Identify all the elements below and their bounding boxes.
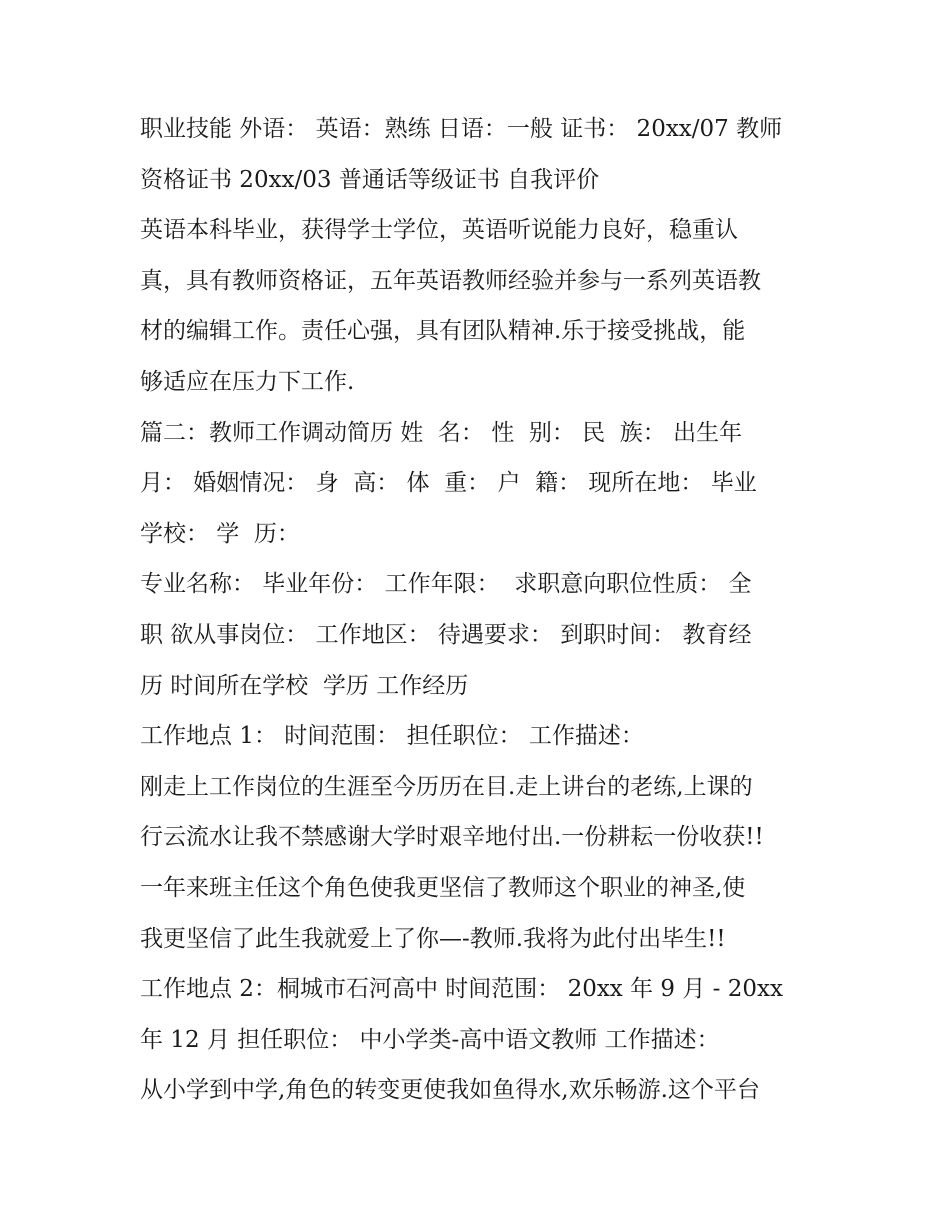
document-body	[140, 104, 820, 1116]
text-line: 工作地点 2：桐城市石河高中 时间范围： 20xx 年 9 月 - 20xx	[140, 976, 783, 1003]
text-line: 职 欲从事岗位： 工作地区： 待遇要求： 到职时间： 教育经	[140, 621, 752, 648]
text-line: 刚走上工作岗位的生涯至今历历在目.走上讲台的老练,上课的	[140, 773, 753, 800]
text-line: 我更坚信了此生我就爱上了你—-教师.我将为此付出毕生!!	[140, 925, 726, 952]
text-line: 历 时间所在学校 学历 工作经历	[140, 672, 469, 699]
text-line: 够适应在压力下工作.	[140, 368, 355, 395]
text-line: 年 12 月 担任职位： 中小学类-高中语文教师 工作描述：	[140, 1026, 720, 1053]
text-line: 从小学到中学,角色的转变更使我如鱼得水,欢乐畅游.这个平台	[140, 1077, 760, 1104]
text-line: 一年来班主任这个角色使我更坚信了教师这个职业的神圣,使	[140, 874, 746, 901]
text-line: 行云流水让我不禁感谢大学时艰辛地付出.一份耕耘一份收获!!	[140, 824, 764, 851]
text-line: 学校： 学 历：	[140, 520, 300, 547]
text-line: 真，具有教师资格证，五年英语教师经验并参与一系列英语教	[140, 267, 761, 294]
text-line: 篇二：教师工作调动简历 姓 名： 性 别： 民 族： 出生年	[140, 419, 743, 446]
text-line: 资格证书 20xx/03 普通话等级证书 自我评价	[140, 166, 600, 193]
text-line: 专业名称： 毕业年份： 工作年限： 求职意向职位性质： 全	[140, 571, 752, 598]
text-line: 职业技能 外语： 英语：熟练 日语：一般 证书： 20xx/07 教师	[140, 116, 783, 142]
text-line: 月： 婚姻情况： 身 高： 体 重： 户 籍： 现所在地： 毕业	[140, 470, 757, 497]
text-line: 材的编辑工作。责任心强，具有团队精神.乐于接受挑战，能	[140, 318, 746, 345]
text-line: 工作地点 1： 时间范围： 担任职位： 工作描述：	[140, 723, 644, 750]
text-line: 英语本科毕业，获得学士学位，英语听说能力良好，稳重认	[140, 217, 738, 244]
